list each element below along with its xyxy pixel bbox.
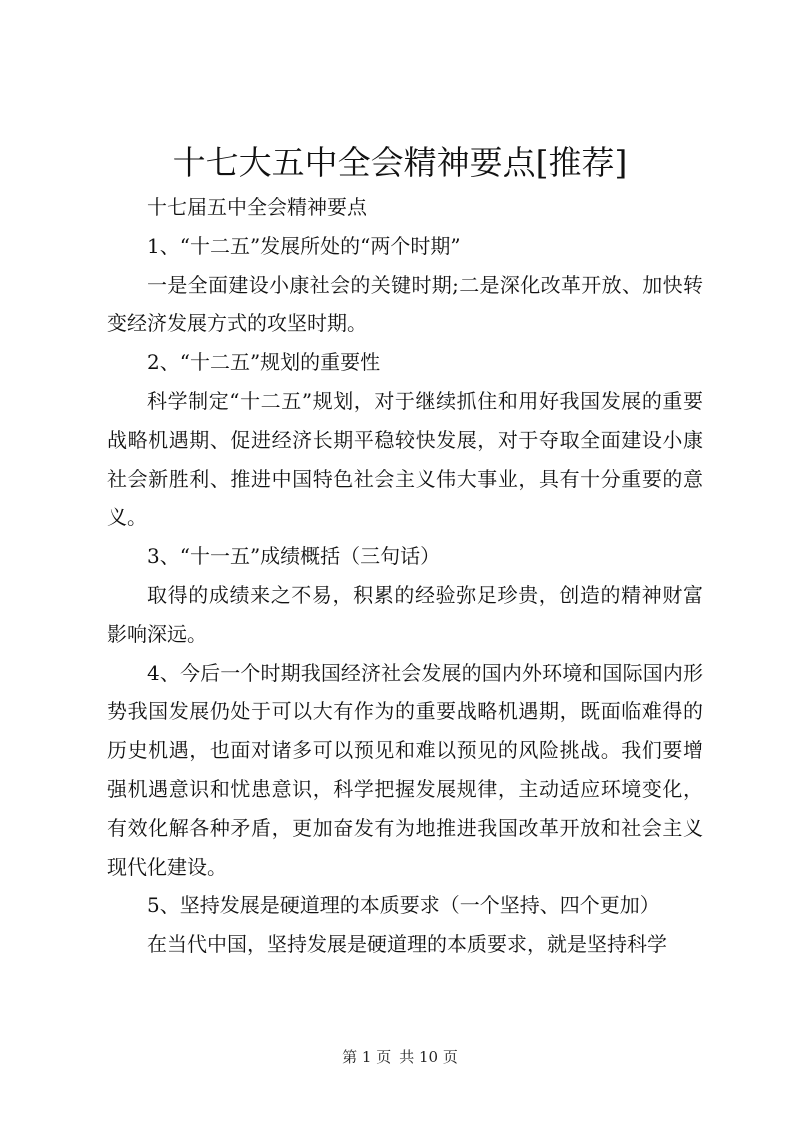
point-heading-4: 4、今后一个时期我国经济社会发展的国内外环境和国际国内形势我国发展仍处于可以大有作为的重要战略机遇期，既面临难得的历史机遇，也面对诸多可以预见和难以预见的风险挑战。我们要增强机遇意识和忧患意识，科学把握发展规律，主动适应环境变化，有效化解各种矛盾，更加奋发有为地推进我国改革开放和社会主义现代化建设。	[107, 660, 703, 879]
paragraph: 在当代中国，坚持发展是硬道理的本质要求，就是坚持科学	[147, 932, 667, 957]
page-total: 共 10 页	[399, 1048, 458, 1066]
point-heading-3: 3、“十一五”成绩概括（三句话）	[147, 544, 441, 569]
page-footer	[0, 1047, 800, 1067]
document-title: 十七大五中全会精神要点[推荐]	[172, 143, 628, 182]
paragraph: 取得的成绩来之不易，积累的经验弥足珍贵，创造的精神财富影响深远。	[107, 582, 703, 646]
paragraph: 科学制定“十二五”规划，对于继续抓住和用好我国发展的重要战略机遇期、促进经济长期平稳较快发展，对于夺取全面建设小康社会新胜利、推进中国特色社会主义伟大事业，具有十分重要的意义。	[107, 388, 703, 530]
section-heading: 十七届五中全会精神要点	[147, 195, 367, 219]
document-body	[107, 188, 703, 964]
page-number: 第 1 页	[342, 1048, 392, 1066]
point-heading-1: 1、“十二五”发展所处的“两个时期”	[147, 233, 461, 258]
paragraph: 一是全面建设小康社会的关键时期;二是深化改革开放、加快转变经济发展方式的攻坚时期。	[107, 272, 703, 336]
point-heading-5: 5、坚持发展是硬道理的本质要求（一个坚持、四个更加）	[147, 893, 660, 918]
point-heading-2: 2、“十二五”规划的重要性	[147, 350, 381, 375]
